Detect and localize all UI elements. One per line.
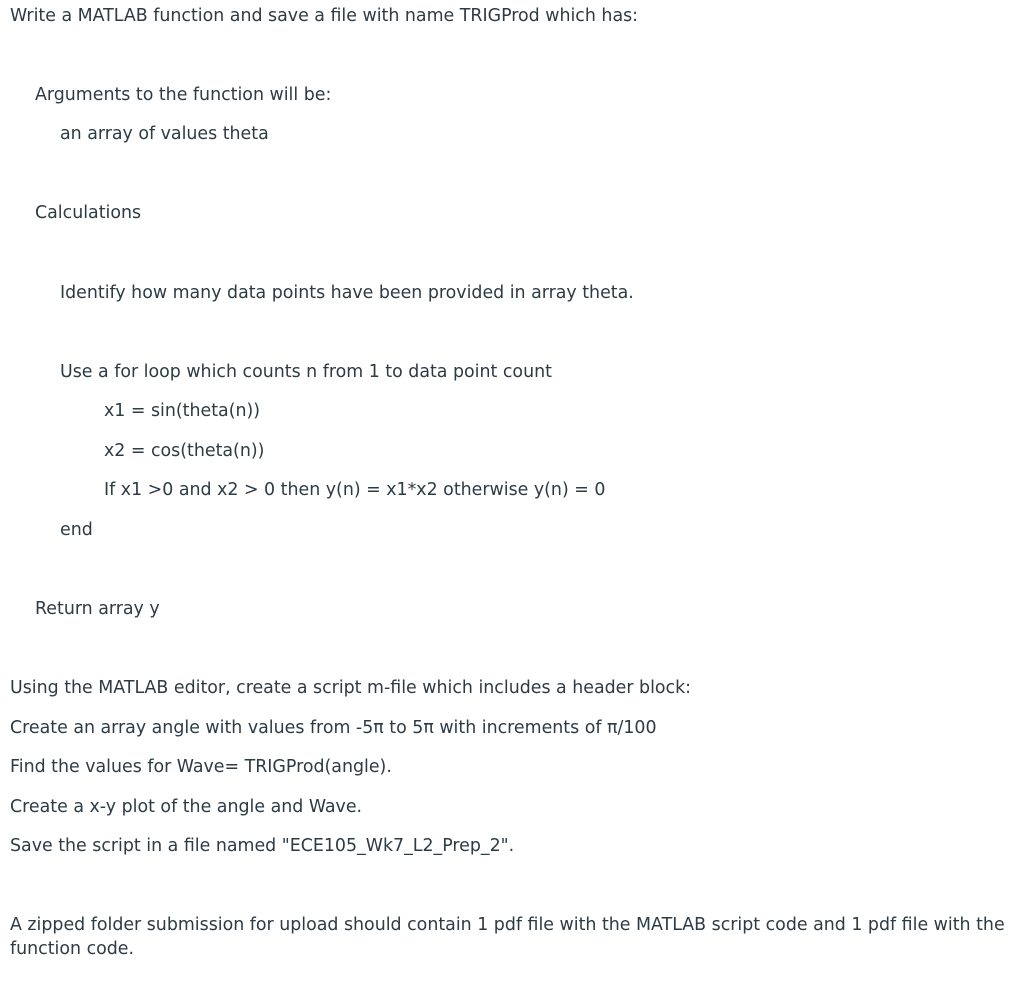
identify-step: Identify how many data points have been provided in array theta. bbox=[60, 283, 634, 303]
script-step: Using the MATLAB editor, create a script m-file which includes a header block: bbox=[10, 678, 692, 698]
submission-note: A zipped folder submission for upload should contain 1 pdf file with the MATLAB script code and 1 pdf file with the function code. bbox=[10, 915, 1005, 959]
loop-intro: Use a for loop which counts n from 1 to data point count bbox=[60, 362, 552, 382]
calculations-heading: Calculations bbox=[35, 203, 142, 223]
loop-end: end bbox=[60, 520, 93, 540]
loop-body-line: If x1 >0 and x2 > 0 then y(n) = x1*x2 otherwise y(n) = 0 bbox=[104, 480, 606, 500]
script-step: Find the values for Wave= TRIGProd(angle). bbox=[10, 757, 392, 777]
script-step: Save the script in a file named "ECE105_Wk7_L2_Prep_2". bbox=[10, 836, 515, 856]
loop-body-line: x1 = sin(theta(n)) bbox=[104, 401, 261, 421]
return-line: Return array y bbox=[35, 599, 160, 619]
script-step: Create a x-y plot of the angle and Wave. bbox=[10, 797, 363, 817]
arguments-item: an array of values theta bbox=[60, 124, 269, 144]
instruction-title: Write a MATLAB function and save a file with name TRIGProd which has: bbox=[10, 6, 639, 26]
loop-body-line: x2 = cos(theta(n)) bbox=[104, 441, 265, 461]
script-step: Create an array angle with values from -5π to 5π with increments of π/100 bbox=[10, 718, 657, 738]
arguments-heading: Arguments to the function will be: bbox=[35, 85, 332, 105]
